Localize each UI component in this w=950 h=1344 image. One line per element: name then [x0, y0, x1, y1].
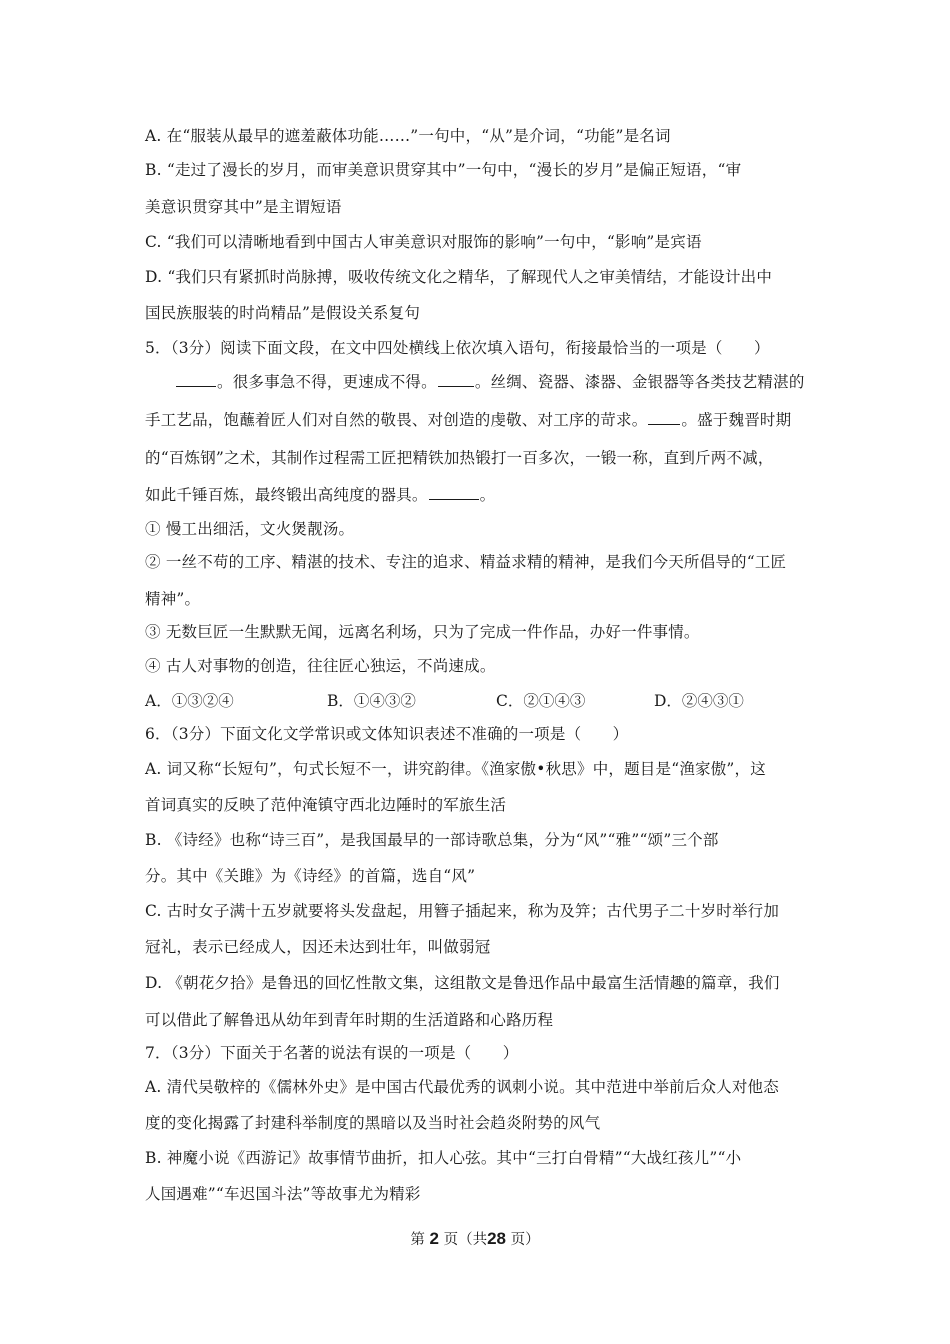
q7-option-a: A. 清代吴敬梓的《儒林外史》是中国古代最优秀的讽刺小说。其中范进中举前后众人对他态 — [145, 1078, 779, 1096]
q4-option-b-cont: 美意识贯穿其中”是主谓短语 — [145, 198, 342, 216]
q5-sentence-2: ② 一丝不苟的工序、精湛的技术、专注的追求、精益求精的精神，是我们今天所倡导的“工匠 — [145, 553, 787, 571]
q6-option-c-cont: 冠礼，表示已经成人，因还未达到壮年，叫做弱冠 — [145, 938, 491, 956]
fill-blank-4 — [429, 484, 479, 500]
q7-stem: 7．（3分）下面关于名著的说法有误的一项是（ ） — [145, 1044, 519, 1062]
page-number: 2 — [429, 1229, 439, 1248]
q4-option-d: D. “我们只有紧抓时尚脉搏，吸收传统文化之精华，了解现代人之审美情结，才能设计出中 — [145, 268, 773, 286]
fill-blank-3 — [648, 409, 680, 425]
q5-option-c: C．②①④③ — [496, 692, 586, 710]
q5-option-b: B．①④③② — [327, 692, 416, 710]
q7-option-b-cont: 人国遇难”“车迟国斗法”等故事尤为精彩 — [145, 1185, 421, 1203]
q5-sentence-1: ① 慢工出细活，文火煲靓汤。 — [145, 520, 355, 538]
q6-option-a: A. 词又称“长短句”，句式长短不一，讲究韵律。《渔家傲•秋思》中，题目是“渔家傲”，这 — [145, 760, 766, 778]
q5-stem: 5．（3分）阅读下面文段，在文中四处横线上依次填入语句，衔接最恰当的一项是（ ） — [145, 339, 770, 357]
q6-stem: 6．（3分）下面文化文学常识或文体知识表述不准确的一项是（ ） — [145, 725, 629, 743]
q6-option-a-cont: 首词真实的反映了范仲淹镇守西北边陲时的军旅生活 — [145, 796, 507, 814]
q5-option-a: A．①③②④ — [145, 692, 234, 710]
page-footer: 第 2 页（共28 页） — [410, 1229, 540, 1248]
q4-option-c: C. “我们可以清晰地看到中国古人审美意识对服饰的影响”一句中，“影响”是宾语 — [145, 233, 702, 251]
q5-passage-line-2: 手工艺品，饱蘸着匠人们对自然的敬畏、对创造的虔敬、对工序的苛求。 。盛于魏晋时期 — [145, 411, 792, 429]
q6-option-d: D. 《朝花夕拾》是鲁迅的回忆性散文集，这组散文是鲁迅作品中最富生活情趣的篇章，我们 — [145, 974, 780, 992]
q6-option-c: C. 古时女子满十五岁就要将头发盘起，用簪子插起来，称为及笄；古代男子二十岁时举行加 — [145, 902, 780, 920]
q7-option-b: B. 神魔小说《西游记》故事情节曲折，扣人心弦。其中“三打白骨精”“大战红孩儿”“小 — [145, 1149, 742, 1167]
q4-option-a: A. 在“服装从最早的遮羞蔽体功能……”一句中，“从”是介词，“功能”是名词 — [145, 127, 671, 145]
fill-blank-2 — [438, 371, 474, 387]
q6-option-b-cont: 分。其中《关雎》为《诗经》的首篇，选自“风” — [145, 867, 476, 885]
q7-option-a-cont: 度的变化揭露了封建科举制度的黑暗以及当时社会趋炎附势的风气 — [145, 1114, 601, 1132]
q5-sentence-3: ③ 无数巨匠一生默默无闻，远离名利场，只为了完成一件作品，办好一件事情。 — [145, 623, 700, 641]
q5-option-d: D．②④③① — [654, 692, 744, 710]
q5-sentence-4: ④ 古人对事物的创造，往往匠心独运，不尚速成。 — [145, 657, 496, 675]
fill-blank-1 — [176, 371, 216, 387]
q6-option-d-cont: 可以借此了解鲁迅从幼年到青年时期的生活道路和心路历程 — [145, 1011, 554, 1029]
q4-option-d-cont: 国民族服装的时尚精品”是假设关系复句 — [145, 304, 421, 322]
q5-passage-line-3: 的“百炼钢”之术，其制作过程需工匠把精铁加热锻打一百多次，一锻一称，直到斤两不减， — [145, 449, 774, 467]
q6-option-b: B. 《诗经》也称“诗三百”，是我国最早的一部诗歌总集，分为“风”“雅”“颂”三个部 — [145, 831, 719, 849]
q5-sentence-2-cont: 精神”。 — [145, 590, 201, 608]
q5-passage-line-1: 。很多事急不得，更速成不得。 。丝绸、瓷器、漆器、金银器等各类技艺精湛的 — [175, 371, 807, 393]
page-total: 28 — [487, 1229, 506, 1248]
q5-passage-line-4: 如此千锤百炼，最终锻出高纯度的器具。 。 — [145, 486, 496, 504]
q4-option-b: B. “走过了漫长的岁月，而审美意识贯穿其中”一句中，“漫长的岁月”是偏正短语，“审 — [145, 161, 742, 179]
